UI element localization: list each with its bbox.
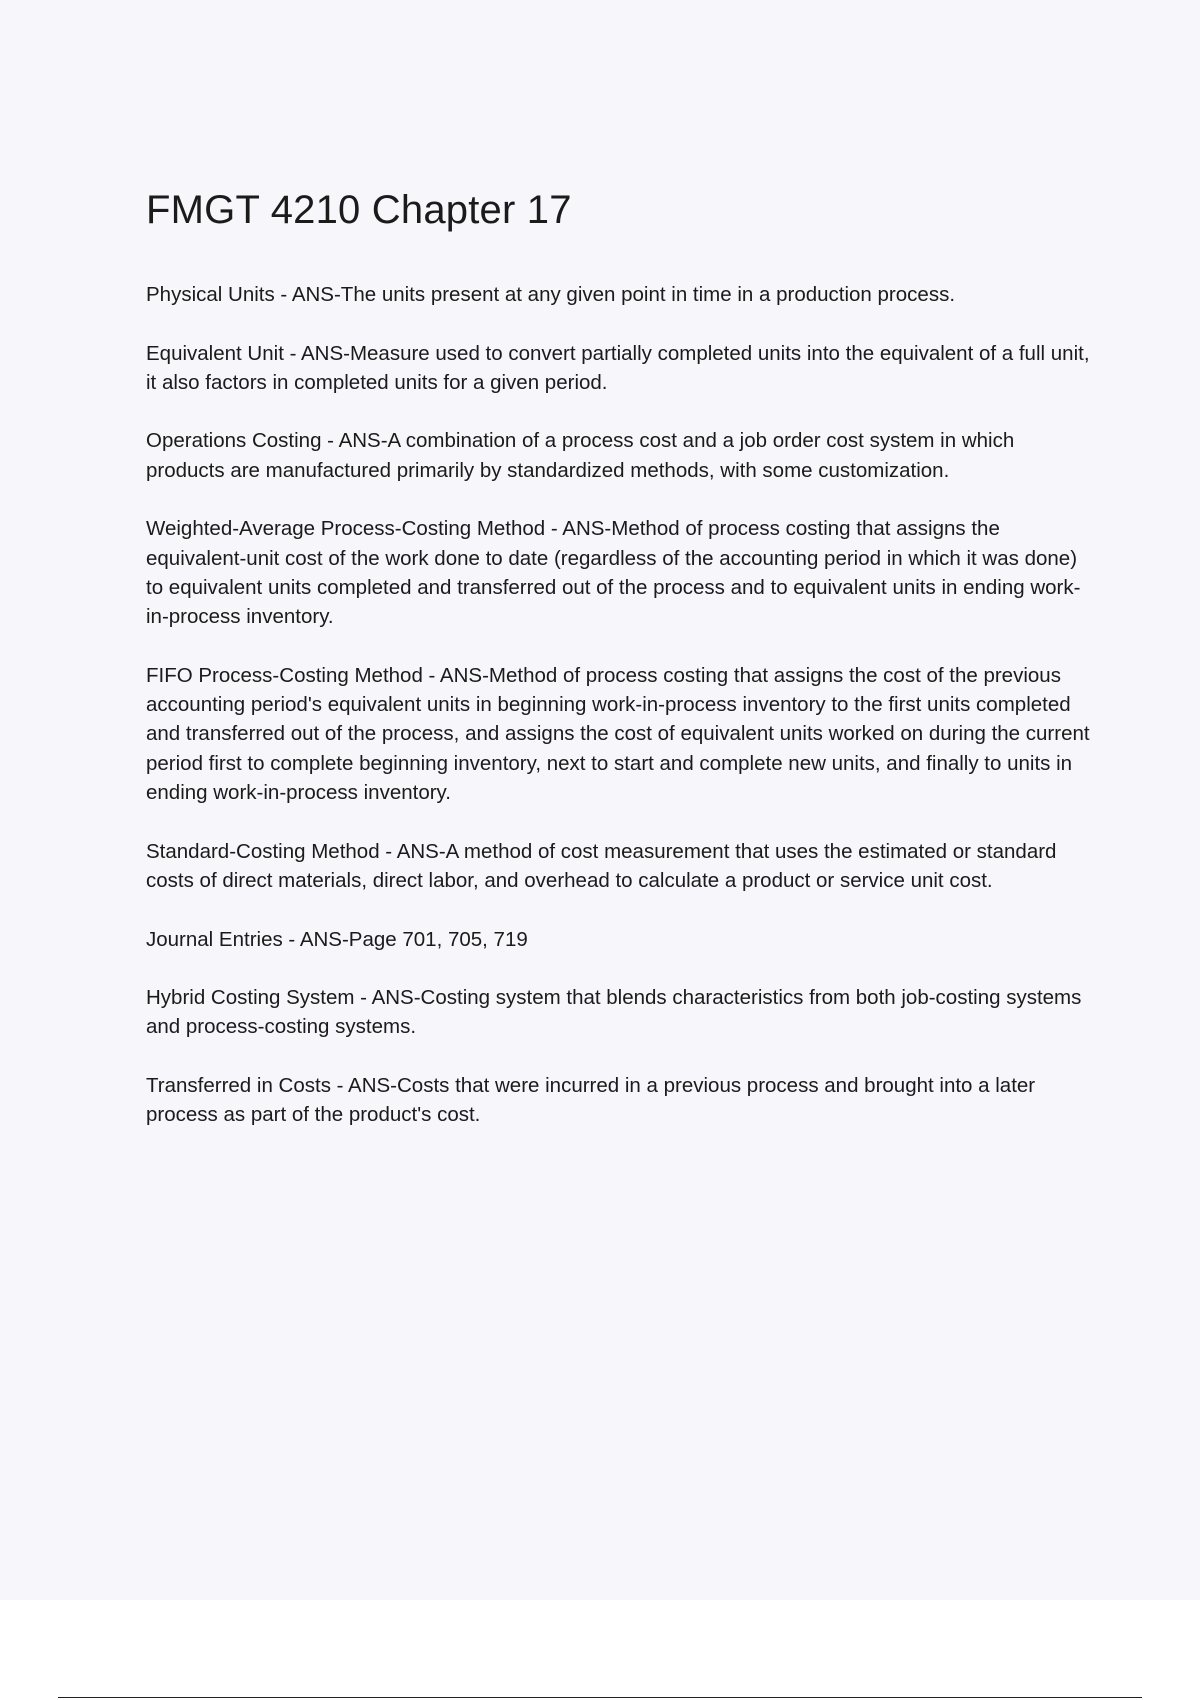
entry-operations-costing: Operations Costing - ANS-A combination of a process cost and a job order cost system in which products are manufactured primarily by standardized methods, with some customization. — [146, 429, 1015, 482]
document-content — [146, 182, 1096, 1159]
entry-fifo-method: FIFO Process-Costing Method - ANS-Method of process costing that assigns the cost of the previous accounting period's equivalent units in beginning work-in-process inventory to the first units completed and transferred out of the process, and assigns the cost of equivalent units worked on during the current period first to complete beginning inventory, next to start and complete new units, and finally to units in ending work-in-process inventory. — [146, 663, 1090, 805]
entry-physical-units: Physical Units - ANS-The units present at any given point in time in a production process. — [146, 283, 956, 306]
footer-divider — [58, 1697, 1142, 1698]
entry-journal-entries: Journal Entries - ANS-Page 701, 705, 719 — [146, 927, 528, 951]
entry-weighted-average-method: Weighted-Average Process-Costing Method - ANS-Method of process costing that assigns the equivalent-unit cost of the work done to date (regardless of the accounting period in which it was done) to equivalent units completed and transferred out of the process and to equivalent units in ending work-in-process inventory. — [146, 517, 1081, 629]
entry-standard-costing-method: Standard-Costing Method - ANS-A method of cost measurement that uses the estimated or standard costs of direct materials, direct labor, and overhead to calculate a product or service unit cost. — [146, 839, 1057, 892]
entry-equivalent-unit: Equivalent Unit - ANS-Measure used to convert partially completed units into the equivalent of a full unit, it also factors in completed units for a given period. — [146, 341, 1090, 394]
page-title: FMGT 4210 Chapter 17 — [146, 188, 572, 232]
entry-hybrid-costing-system: Hybrid Costing System - ANS-Costing system that blends characteristics from both job-costing systems and process-costing systems. — [146, 986, 1082, 1039]
entry-transferred-in-costs: Transferred in Costs - ANS-Costs that were incurred in a previous process and brought into a later process as part of the product's cost. — [146, 1074, 1036, 1127]
